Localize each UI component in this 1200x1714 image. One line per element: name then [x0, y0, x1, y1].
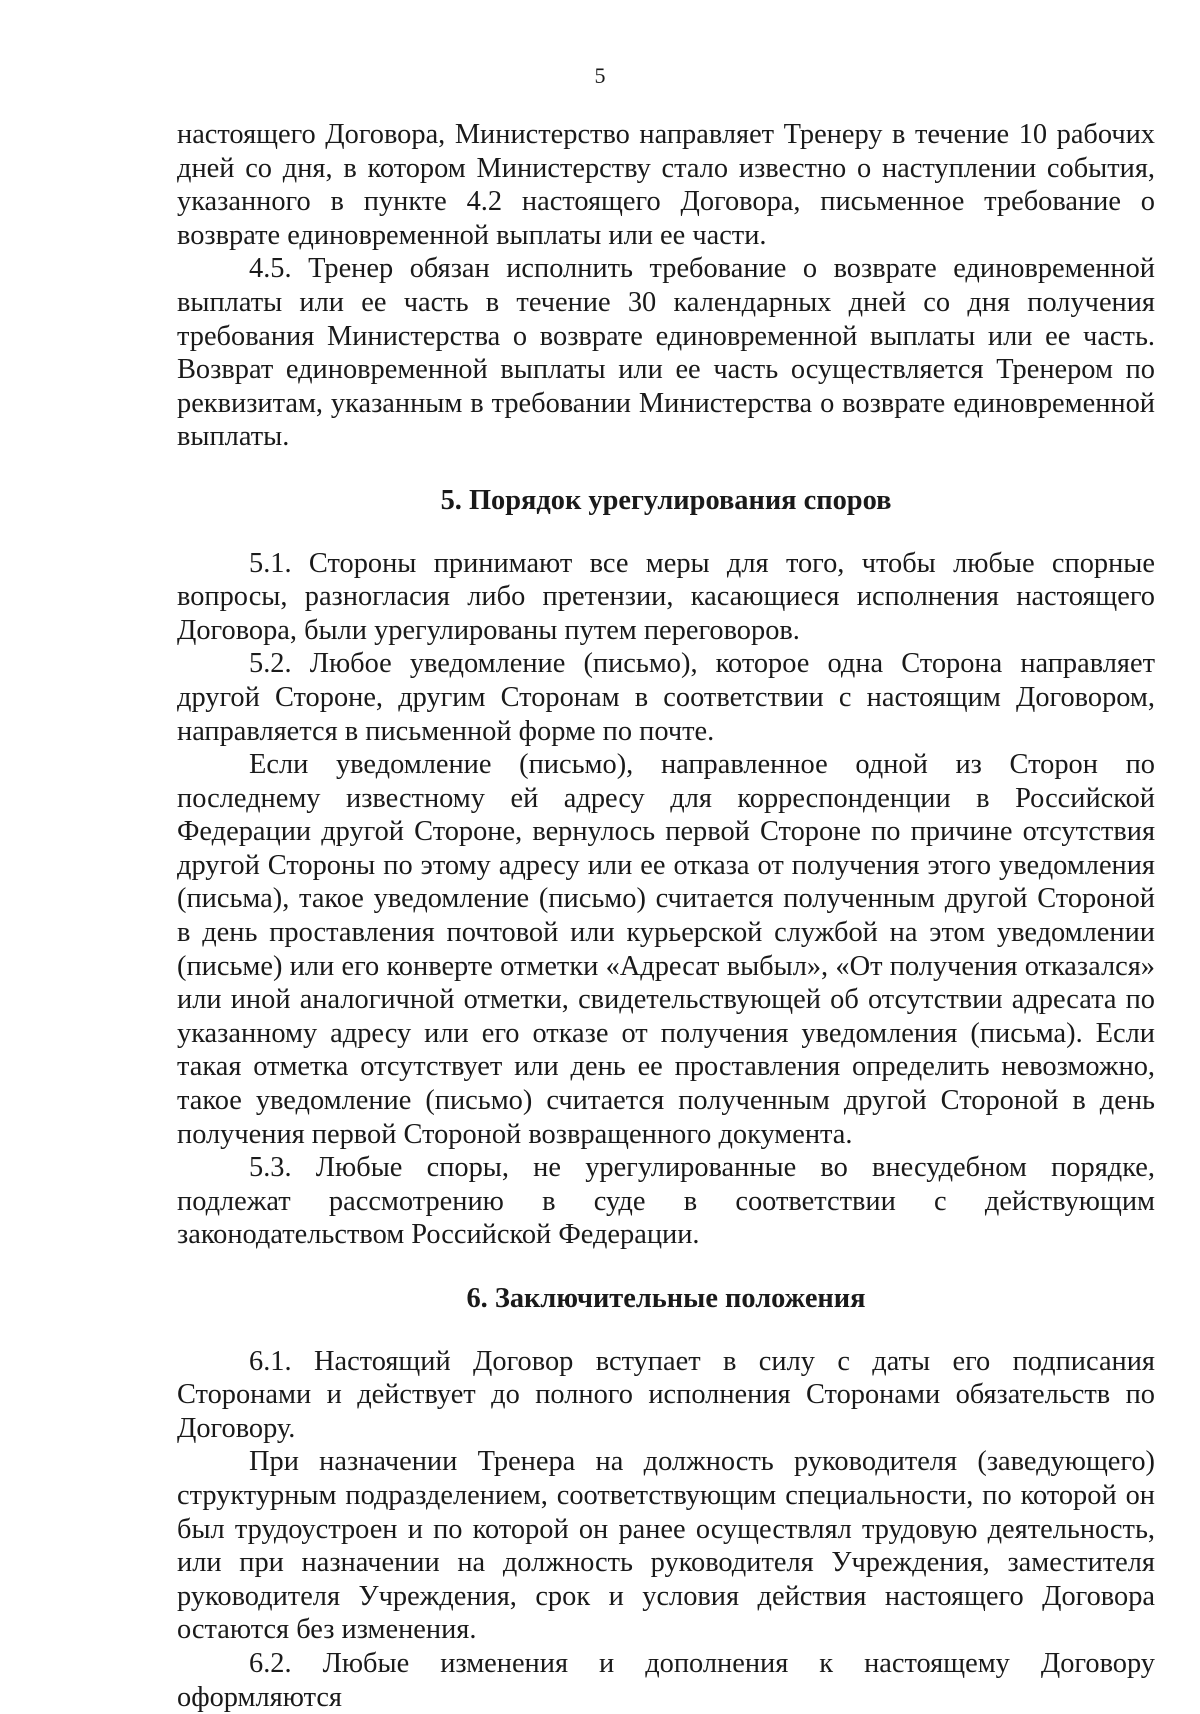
- paragraph-5-1: 5.1. Стороны принимают все меры для того, чтобы любые спорные вопросы, разногласия либо претензии, касающиеся исполнения настоящего Договора, были урегулированы путем переговоров.: [177, 547, 1155, 646]
- paragraph-5-2-notice: Если уведомление (письмо), направленное одной из Сторон по последнему известному ей адресу для корреспонденции в Российской Федерации другой Стороне, вернулось первой Стороне по причине отсутствия другой Стороны по этому адресу или ее отказа от получения этого уведомления (письма), такое уведомление (письмо) считается полученным другой Стороной в день проставления почтовой или курьерской службой на этом уведомлении (письме) или его конверте отметки «Адресат выбыл», «От получения отказался» или иной аналогичной отметки, свидетельствующей об отсутствии адресата по указанному адресу или его отказе от получения уведомления (письма). Если такая отметка отсутствует или день ее проставления определить невозможно, такое уведомление (письмо) считается полученным другой Стороной в день получения первой Стороной возвращенного документа.: [177, 749, 1155, 1150]
- paragraph-6-2: 6.2. Любые изменения и дополнения к настоящему Договору оформляются: [177, 1647, 1155, 1713]
- paragraph-6-1: 6.1. Настоящий Договор вступает в силу с даты его подписания Сторонами и действует до полного исполнения Сторонами обязательств по Договору.: [177, 1345, 1155, 1444]
- paragraph-continuation: настоящего Договора, Министерство направляет Тренеру в течение 10 рабочих дней со дня, в котором Министерству стало известно о наступлении события, указанного в пункте 4.2 настоящего Договора, письменное требование о возврате единовременной выплаты или ее части.: [177, 119, 1155, 251]
- page-number: 5: [594, 63, 606, 88]
- paragraph-4-5: 4.5. Тренер обязан исполнить требование о возврате единовременной выплаты или ее часть в течение 30 календарных дней со дня получения требования Министерства о возврате единовременной выплаты или ее часть. Возврат единовременной выплаты или ее часть осуществляется Тренером по реквизитам, указанным в требовании Министерства о возврате единовременной выплаты.: [177, 253, 1155, 453]
- paragraph-5-3: 5.3. Любые споры, не урегулированные во внесудебном порядке, подлежат рассмотрению в суде в соответствии с действующим законодательством Российской Федерации.: [177, 1152, 1155, 1251]
- paragraph-5-2: 5.2. Любое уведомление (письмо), которое одна Сторона направляет другой Стороне, другим Сторонам в соответствии с настоящим Договором, направляется в письменной форме по почте.: [177, 648, 1155, 747]
- section-6-heading: 6. Заключительные положения: [466, 1283, 866, 1314]
- section-5-heading: 5. Порядок урегулирования споров: [440, 484, 892, 516]
- document-body: [177, 118, 1155, 1714]
- paragraph-6-1-appointment: При назначении Тренера на должность руководителя (заведующего) структурным подразделением, соответствующим специальности, по которой он был трудоустроен и по которой он ранее осуществлял трудовую деятельность, или при назначении на должность руководителя Учреждения, заместителя руководителя Учреждения, срок и условия действия настоящего Договора остаются без изменения.: [177, 1446, 1155, 1646]
